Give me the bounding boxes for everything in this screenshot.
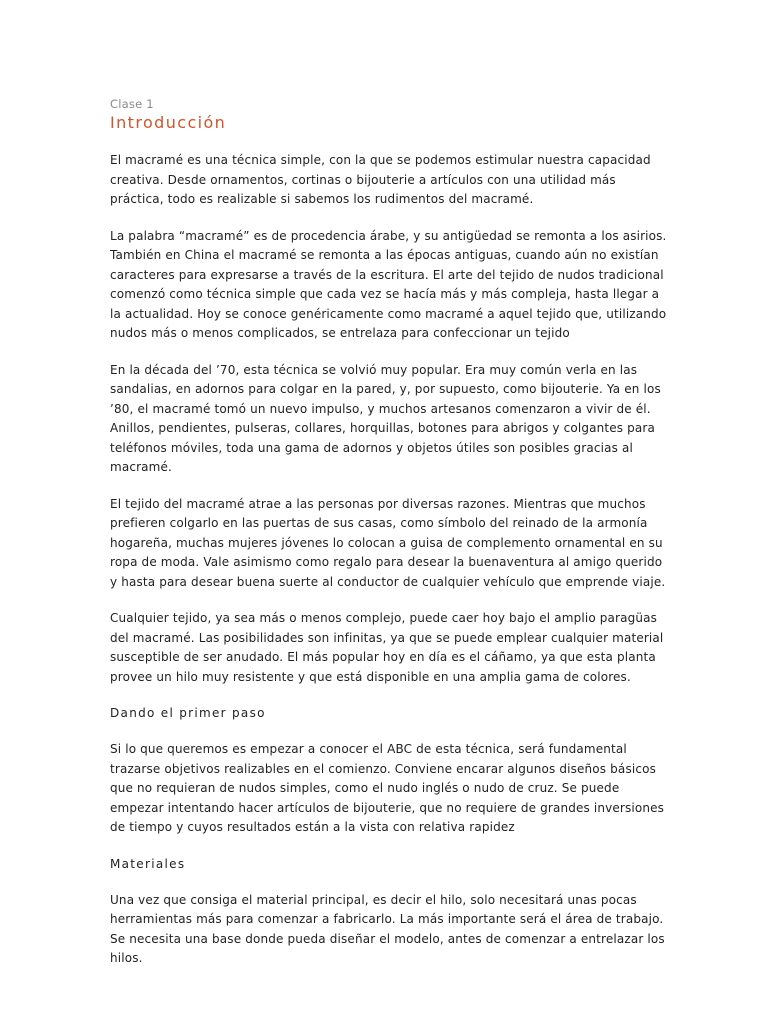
paragraph-first-step: Si lo que queremos es empezar a conocer el ABC de esta técnica, será fundamental trazarse objetivos realizables en el comienzo. Conviene encarar algunos diseños básicos que no requieran de nudos simples, como el nudo inglés o nudo de cruz. Se puede empezar intentando hacer artículos de bijouterie, que no requiere de grandes inversiones de tiempo y cuyos resultados están a la vista con relativa rapidez [110, 742, 665, 834]
paragraph-appeal: El tejido del macramé atrae a las personas por diversas razones. Mientras que muchos prefieren colgarlo en las puertas de sus casas, como símbolo del reinado de la armonía hogareña, muchas mujeres jóvenes lo colocan a guisa de complemento ornamental en su ropa de moda. Vale asimismo como regalo para desear la buenaventura al amigo querido y hasta para desear buena suerte al conductor de cualquier vehículo que emprende viaje. [110, 496, 666, 589]
section-heading-materials: Materiales [110, 856, 186, 871]
paragraph-origin: La palabra “macramé” es de procedencia árabe, y su antigüedad se remonta a los asirios. También en China el macramé se remonta a las épocas antiguas, cuando aún no existían caracteres para expresarse a través de la escritura. El arte del tejido de nudos tradicional comenzó como técnica simple que cada vez se hacía más y más compleja, hasta llegar a la actualidad. Hoy se conoce genéricamente como macramé a aquel tejido que, utilizando nudos más o menos complicados, se entrelaza para confeccionar un tejido [110, 228, 667, 340]
page-title: Introducción [110, 113, 227, 132]
paragraph-seventies: En la década del ’70, esta técnica se volvió muy popular. Era muy común verla en las sandalias, en adornos para colgar en la pared, y, por supuesto, como bijouterie. Ya en los ’80, el macramé tomó un nuevo impulso, y muchos artesanos comenzaron a vivir de él. Anillos, pendientes, pulseras, collares, horquillas, botones para abrigos y colgantes para teléfonos móviles, toda una gama de adornos y objetos útiles son posibles gracias al macramé. [110, 362, 661, 474]
class-label: Clase 1 [110, 97, 154, 111]
paragraph-possibilities: Cualquier tejido, ya sea más o menos complejo, puede caer hoy bajo el amplio paragüas del macramé. Las posibilidades son infinitas, ya que se puede emplear cualquier material susceptible de ser anudado. El más popular hoy en día es el cáñamo, ya que esta planta provee un hilo muy resistente y que está disponible en una amplia gama de colores. [110, 611, 664, 684]
paragraph-intro: El macramé es una técnica simple, con la que se podemos estimular nuestra capacidad creativa. Desde ornamentos, cortinas o bijouterie a artículos con una utilidad más práctica, todo es realizable si sabemos los rudimentos del macramé. [110, 153, 651, 206]
section-heading-first-step: Dando el primer paso [110, 706, 266, 720]
paragraph-materials: Una vez que consiga el material principal, es decir el hilo, solo necesitará unas pocas herramientas más para comenzar a fabricarlo. La más importante será el área de trabajo. Se necesita una base donde pueda diseñar el modelo, antes de comenzar a entrelazar los hilos. [110, 892, 665, 965]
